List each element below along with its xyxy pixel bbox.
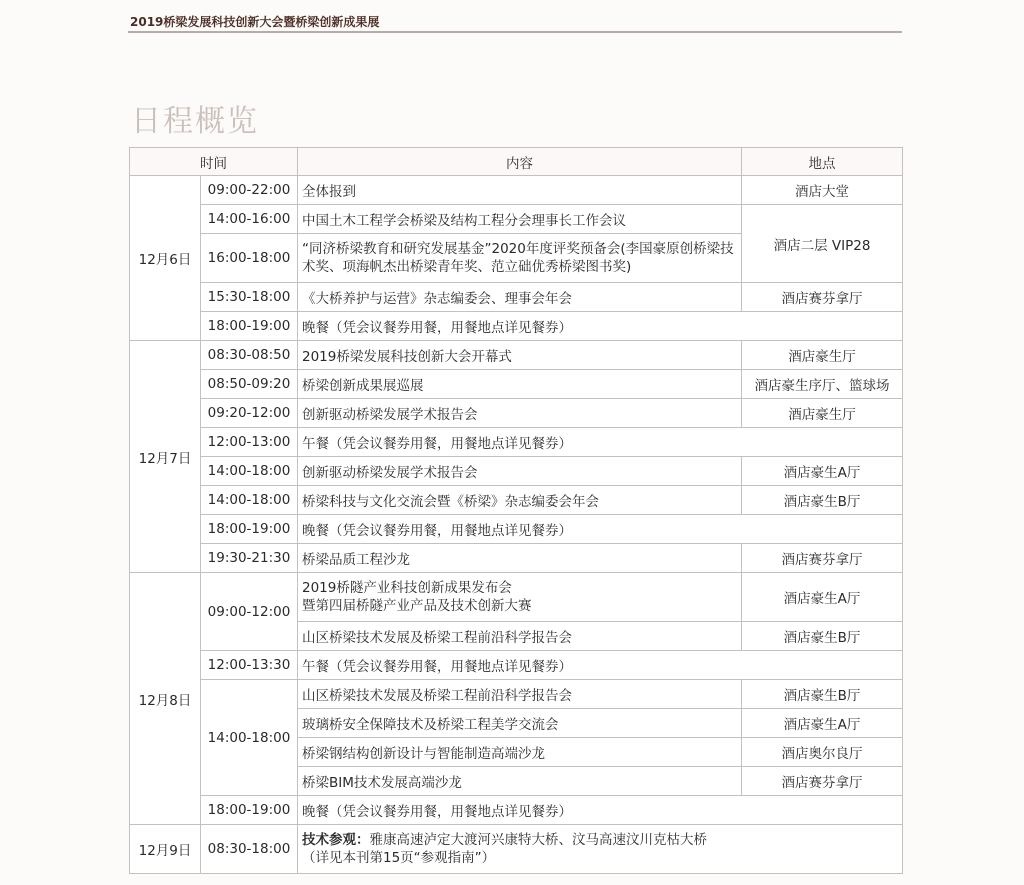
location-cell: 酒店豪生厅 — [742, 399, 903, 428]
content-line: 暨第四届桥隧产业产品及技术创新大赛 — [302, 598, 532, 614]
location-cell: 酒店赛芬拿厅 — [742, 767, 903, 796]
time-cell: 18:00-19:00 — [201, 796, 298, 825]
content-cell — [298, 573, 742, 622]
time-cell: 09:20-12:00 — [201, 399, 298, 428]
time-cell: 14:00-18:00 — [201, 486, 298, 515]
content-cell: 午餐（凭会议餐券用餐，用餐地点详见餐券） — [298, 651, 903, 680]
page-header — [128, 11, 902, 33]
location-cell: 酒店豪生B厅 — [742, 486, 903, 515]
time-cell: 19:30-21:30 — [201, 544, 298, 573]
schedule-table — [129, 147, 903, 874]
content-cell: 全体报到 — [298, 176, 742, 205]
table-row — [130, 341, 903, 370]
content-cell: 晚餐（凭会议餐券用餐，用餐地点详见餐券） — [298, 515, 903, 544]
table-row — [130, 283, 903, 312]
header-text: 2019桥梁发展科技创新大会暨桥梁创新成果展 — [130, 15, 380, 29]
content-cell: 中国土木工程学会桥梁及结构工程分会理事长工作会议 — [298, 205, 742, 234]
content-cell: 《大桥养护与运营》杂志编委会、理事会年会 — [298, 283, 742, 312]
location-cell: 酒店豪生A厅 — [742, 573, 903, 622]
content-cell: 桥梁创新成果展巡展 — [298, 370, 742, 399]
content-text: 雅康高速泸定大渡河兴康特大桥、汶马高速汶川克枯大桥 — [369, 832, 707, 848]
table-row — [130, 515, 903, 544]
location-cell: 酒店奥尔良厅 — [742, 738, 903, 767]
content-cell: 山区桥梁技术发展及桥梁工程前沿科学报告会 — [298, 622, 742, 651]
location-cell: 酒店豪生厅 — [742, 341, 903, 370]
time-cell: 18:00-19:00 — [201, 312, 298, 341]
table-row — [130, 370, 903, 399]
location-cell: 酒店赛芬拿厅 — [742, 283, 903, 312]
content-cell: 桥梁BIM技术发展高端沙龙 — [298, 767, 742, 796]
content-line — [302, 831, 902, 849]
time-cell: 08:30-18:00 — [201, 825, 298, 874]
time-cell: 14:00-18:00 — [201, 457, 298, 486]
table-row — [130, 573, 903, 622]
table-row — [130, 825, 903, 874]
location-cell: 酒店赛芬拿厅 — [742, 544, 903, 573]
content-cell: 桥梁钢结构创新设计与智能制造高端沙龙 — [298, 738, 742, 767]
location-cell: 酒店豪生B厅 — [742, 680, 903, 709]
time-cell: 14:00-18:00 — [201, 680, 298, 796]
header-time: 时间 — [130, 148, 298, 176]
date-cell: 12月6日 — [130, 176, 201, 341]
location-cell: 酒店豪生A厅 — [742, 457, 903, 486]
time-cell: 12:00-13:00 — [201, 428, 298, 457]
date-cell: 12月9日 — [130, 825, 201, 874]
content-cell: 午餐（凭会议餐券用餐，用餐地点详见餐券） — [298, 428, 903, 457]
content-cell: “同济桥梁教育和研究发展基金”2020年度评奖预备会(李国豪原创桥梁技术奖、项海帆杰出桥梁青年奖、范立础优秀桥梁图书奖) — [298, 234, 742, 283]
table-header-row — [130, 148, 903, 176]
table-row — [130, 428, 903, 457]
date-cell: 12月7日 — [130, 341, 201, 573]
table-row — [130, 205, 903, 234]
time-cell: 08:30-08:50 — [201, 341, 298, 370]
location-cell: 酒店豪生A厅 — [742, 709, 903, 738]
page-title: 日程概览 — [131, 104, 259, 139]
time-cell: 16:00-18:00 — [201, 234, 298, 283]
content-cell: 桥梁科技与文化交流会暨《桥梁》杂志编委会年会 — [298, 486, 742, 515]
table-row — [130, 399, 903, 428]
content-cell: 山区桥梁技术发展及桥梁工程前沿科学报告会 — [298, 680, 742, 709]
content-line: （详见本刊第15页“参观指南”） — [302, 850, 496, 866]
table-row — [130, 544, 903, 573]
content-cell: 创新驱动桥梁发展学术报告会 — [298, 399, 742, 428]
table-row — [130, 312, 903, 341]
table-row — [130, 680, 903, 709]
content-label: 技术参观： — [302, 832, 370, 848]
time-cell: 15:30-18:00 — [201, 283, 298, 312]
table-row — [130, 176, 903, 205]
content-cell: 玻璃桥安全保障技术及桥梁工程美学交流会 — [298, 709, 742, 738]
time-cell: 12:00-13:30 — [201, 651, 298, 680]
content-cell — [298, 825, 903, 874]
location-cell: 酒店豪生序厅、篮球场 — [742, 370, 903, 399]
content-cell: 晚餐（凭会议餐券用餐，用餐地点详见餐券） — [298, 796, 903, 825]
location-cell: 酒店豪生B厅 — [742, 622, 903, 651]
header-content: 内容 — [298, 148, 742, 176]
time-cell: 14:00-16:00 — [201, 205, 298, 234]
header-location: 地点 — [742, 148, 903, 176]
time-cell: 09:00-12:00 — [201, 573, 298, 651]
content-cell: 创新驱动桥梁发展学术报告会 — [298, 457, 742, 486]
content-cell: 2019桥梁发展科技创新大会开幕式 — [298, 341, 742, 370]
content-cell: 桥梁品质工程沙龙 — [298, 544, 742, 573]
content-cell: 晚餐（凭会议餐券用餐，用餐地点详见餐券） — [298, 312, 903, 341]
time-cell: 08:50-09:20 — [201, 370, 298, 399]
location-cell: 酒店二层 VIP28 — [742, 205, 903, 283]
content-line: 2019桥隧产业科技创新成果发布会 — [302, 580, 512, 596]
table-row — [130, 486, 903, 515]
time-cell: 09:00-22:00 — [201, 176, 298, 205]
table-row — [130, 796, 903, 825]
table-row — [130, 651, 903, 680]
table-row — [130, 457, 903, 486]
time-cell: 18:00-19:00 — [201, 515, 298, 544]
location-cell: 酒店大堂 — [742, 176, 903, 205]
date-cell: 12月8日 — [130, 573, 201, 825]
